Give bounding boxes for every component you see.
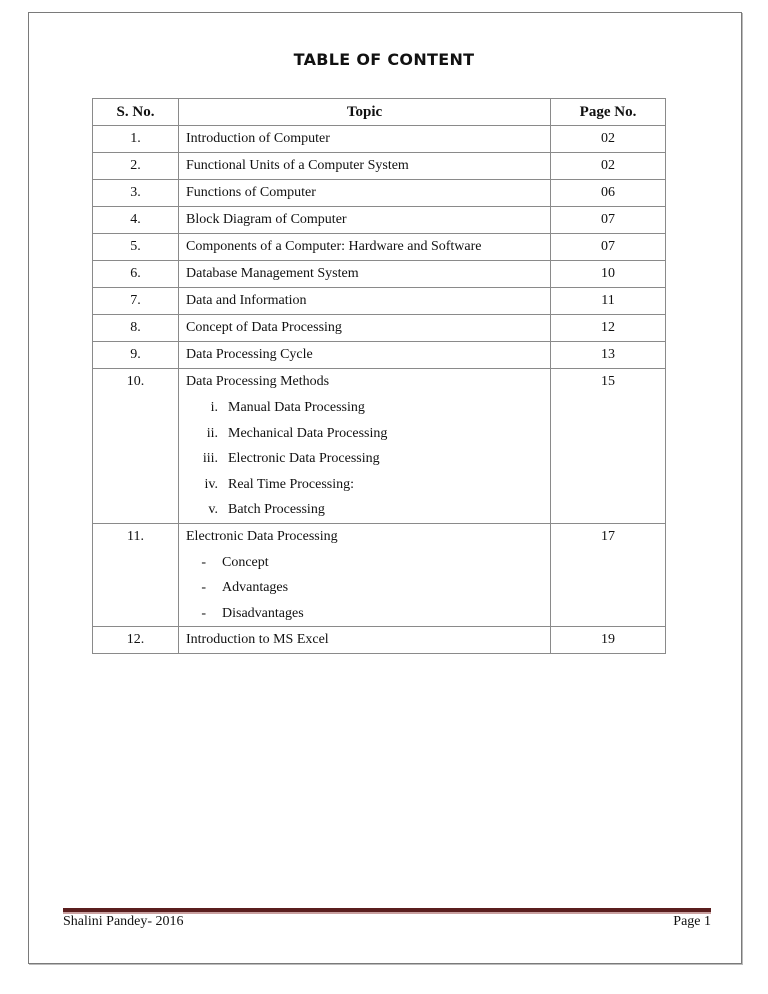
sub-item (186, 446, 543, 472)
table-row (93, 180, 666, 207)
sub-item-text: Disadvantages (222, 605, 304, 621)
topic-text: Functional Units of a Computer System (186, 158, 409, 173)
page-number: 17 (551, 523, 666, 627)
sub-item-text: Concept (222, 554, 269, 570)
page-number: 11 (551, 288, 666, 315)
sub-item-text: Electronic Data Processing (228, 451, 380, 466)
table-row (93, 261, 666, 288)
sub-item-marker: - (201, 605, 206, 621)
sub-item-text: Manual Data Processing (228, 400, 365, 415)
topic-text: Data Processing Cycle (186, 347, 313, 362)
sub-item (186, 472, 543, 498)
table-row (93, 315, 666, 342)
sub-item-marker: ii. (206, 425, 218, 441)
topic-cell (179, 288, 551, 315)
topic-text: Components of a Computer: Hardware and Software (186, 239, 482, 254)
topic-text: Data and Information (186, 293, 307, 308)
header-topic: Topic (179, 99, 551, 126)
sub-item-marker: iii. (202, 451, 218, 466)
table-row (93, 207, 666, 234)
serial-number: 5. (93, 234, 179, 261)
serial-number: 1. (93, 126, 179, 153)
serial-number: 6. (93, 261, 179, 288)
serial-number: 11. (93, 523, 179, 627)
sub-item (186, 395, 543, 421)
topic-cell (179, 180, 551, 207)
sub-item-text: Advantages (222, 580, 289, 595)
serial-number: 9. (93, 342, 179, 369)
sub-item-marker: - (201, 554, 206, 570)
serial-number: 2. (93, 153, 179, 180)
table-row (93, 153, 666, 180)
topic-cell (179, 369, 551, 524)
topic-cell (179, 153, 551, 180)
topic-cell (179, 207, 551, 234)
page-number: 19 (551, 627, 666, 654)
page-title: TABLE OF CONTENT (293, 50, 475, 69)
page-number: 02 (551, 153, 666, 180)
page-number: 10 (551, 261, 666, 288)
table-row (93, 288, 666, 315)
topic-cell (179, 342, 551, 369)
page-number: 07 (551, 207, 666, 234)
serial-number: 3. (93, 180, 179, 207)
topic-text: Functions of Computer (186, 185, 316, 200)
table-row (93, 126, 666, 153)
table-row (93, 342, 666, 369)
header-page: Page No. (551, 99, 666, 126)
table-row (93, 234, 666, 261)
table-row (93, 627, 666, 654)
serial-number: 12. (93, 627, 179, 654)
topic-cell (179, 315, 551, 342)
topic-text: Block Diagram of Computer (186, 212, 347, 227)
topic-cell (179, 627, 551, 654)
sub-item-marker: - (201, 580, 206, 595)
sub-item (186, 497, 543, 523)
serial-number: 10. (93, 369, 179, 524)
sub-item-text: Mechanical Data Processing (228, 425, 388, 441)
topic-text: Database Management System (186, 266, 359, 281)
sub-item-marker: v. (208, 502, 218, 517)
sub-item-marker: i. (210, 400, 218, 415)
footer-page-number: Page 1 (673, 914, 711, 929)
footer-author: Shalini Pandey- 2016 (63, 914, 184, 929)
topic-text: Introduction of Computer (186, 131, 330, 146)
sub-item-text: Real Time Processing: (228, 476, 355, 492)
sub-item-marker: iv. (204, 476, 218, 492)
page-number: 06 (551, 180, 666, 207)
page-number: 12 (551, 315, 666, 342)
sub-item-text: Batch Processing (228, 502, 325, 517)
topic-cell (179, 234, 551, 261)
table-row (93, 369, 666, 524)
topic-text: Introduction to MS Excel (186, 632, 329, 647)
serial-number: 4. (93, 207, 179, 234)
sub-item (186, 575, 543, 601)
topic-cell (179, 523, 551, 627)
topic-cell (179, 261, 551, 288)
topic-text: Concept of Data Processing (186, 320, 342, 335)
serial-number: 7. (93, 288, 179, 315)
page-number: 15 (551, 369, 666, 524)
page-number: 02 (551, 126, 666, 153)
topic-text: Data Processing Methods (186, 374, 330, 389)
serial-number: 8. (93, 315, 179, 342)
topic-cell (179, 126, 551, 153)
sub-item (186, 601, 543, 627)
sub-item (186, 421, 543, 447)
page-number: 07 (551, 234, 666, 261)
sub-item (186, 550, 543, 576)
topic-text: Electronic Data Processing (186, 528, 338, 544)
table-header-row (93, 99, 666, 126)
table-row (93, 523, 666, 627)
header-sno: S. No. (93, 99, 179, 126)
contents-table (92, 98, 666, 654)
page-number: 13 (551, 342, 666, 369)
